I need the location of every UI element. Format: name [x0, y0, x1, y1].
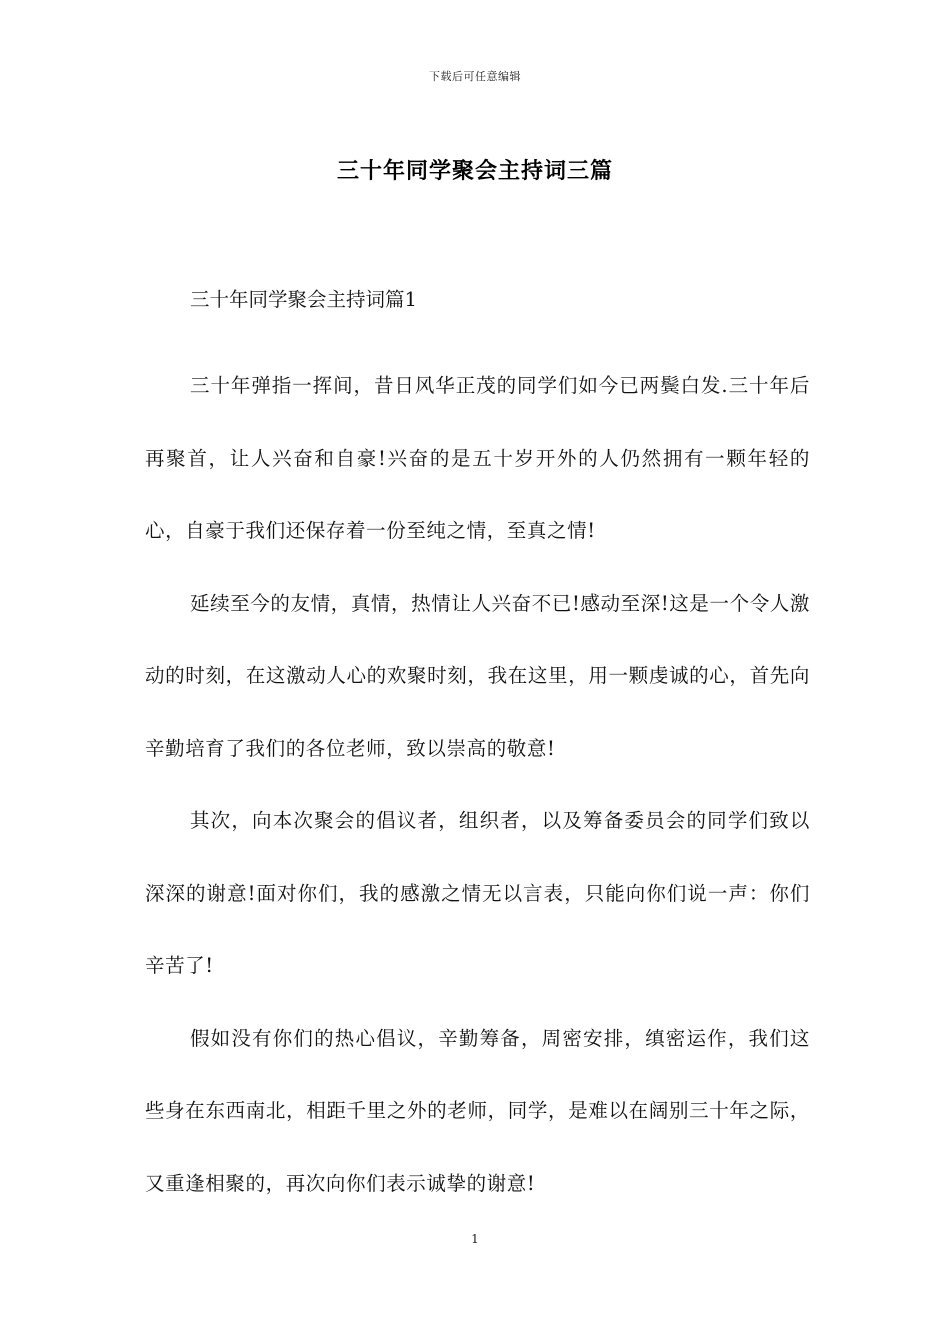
document-title: 三十年同学聚会主持词三篇 — [336, 158, 613, 184]
page-number: 1 — [471, 1232, 479, 1246]
paragraph-1: 三十年弹指一挥间，昔日风华正茂的同学们如今已两鬓白发.三十年后再聚首，让人兴奋和自豪!兴奋的是五十岁开外的人仍然拥有一颗年轻的心，自豪于我们还保存着一份至纯之情，至真之情! — [145, 374, 810, 542]
section-heading: 三十年同学聚会主持词篇1 — [190, 288, 417, 311]
paragraph-3: 其次，向本次聚会的倡议者，组织者，以及筹备委员会的同学们致以深深的谢意!面对你们，我的感激之情无以言表，只能向你们说一声：你们辛苦了! — [145, 809, 810, 977]
page-header-note: 下载后可任意编辑 — [429, 70, 521, 83]
paragraph-4: 假如没有你们的热心倡议，辛勤筹备，周密安排，缜密运作，我们这些身在东西南北，相距千里之外的老师，同学，是难以在阔别三十年之际，又重逢相聚的，再次向你们表示诚挚的谢意! — [145, 1026, 810, 1195]
paragraph-2: 延续至今的友情，真情，热情让人兴奋不已!感动至深!这是一个令人激动的时刻，在这激动人心的欢聚时刻，我在这里，用一颗虔诚的心，首先向辛勤培育了我们的各位老师，致以崇高的敬意! — [145, 591, 810, 760]
document-body — [145, 278, 810, 1220]
